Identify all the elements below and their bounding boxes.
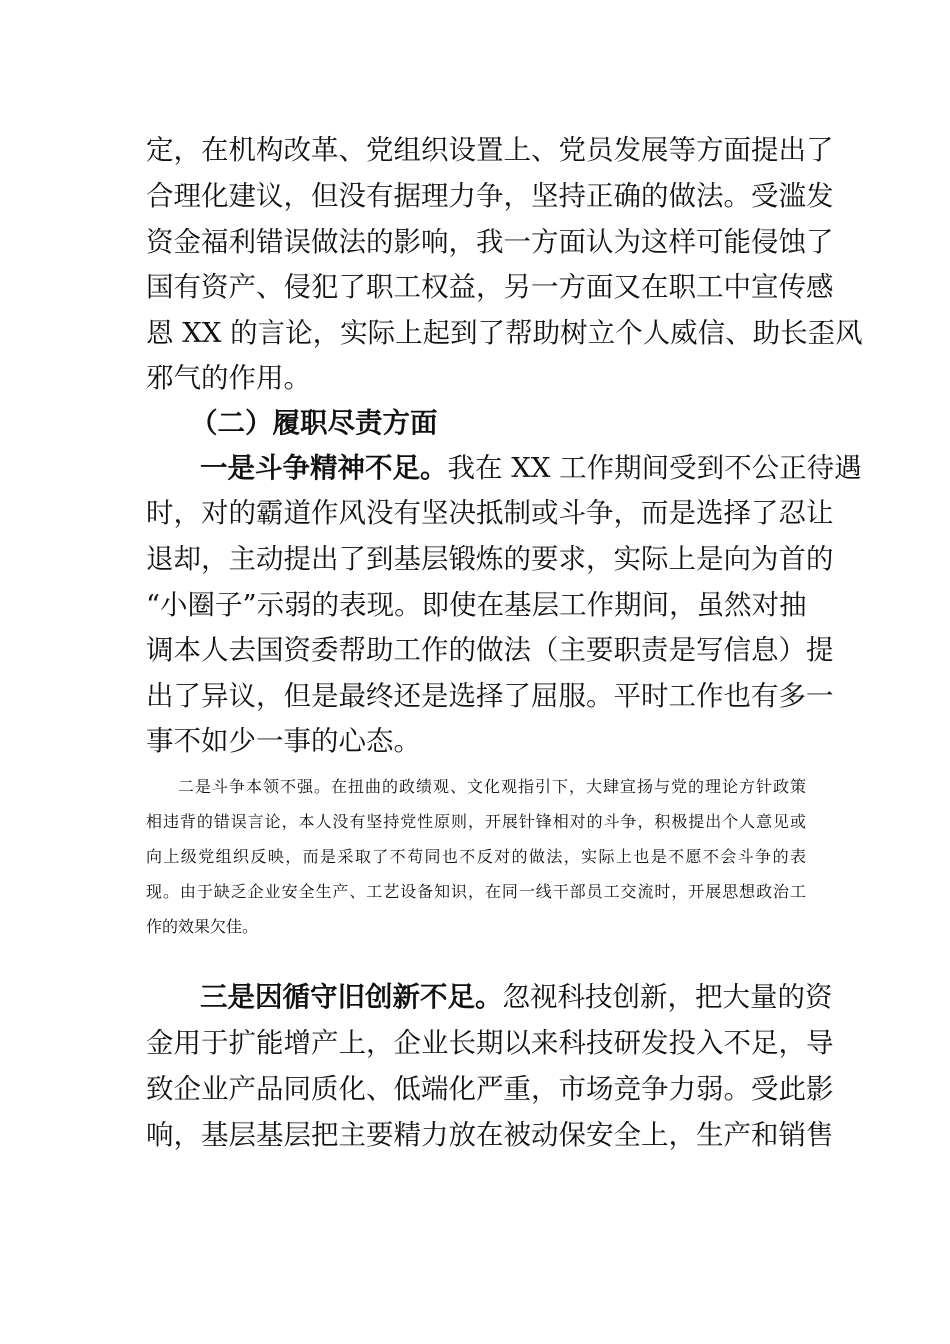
paragraph-line: 合理化建议，但没有据理力争，坚持正确的做法。受滥发 — [146, 180, 834, 212]
paragraph-line: 退却，主动提出了到基层锻炼的要求，实际上是向为首的 — [146, 543, 834, 575]
paragraph-line: 金用于扩能增产上，企业长期以来科技研发投入不足，导 — [146, 1027, 834, 1059]
small-paragraph-line: 二是斗争本领不强。在扭曲的政绩观、文化观指引下，大肆宣扬与党的理论方针政策 — [178, 777, 806, 796]
paragraph-line: 恩 XX 的言论，实际上起到了帮助树立个人威信、助长歪风 — [146, 317, 863, 349]
point1-first-text: 我在 XX 工作期间受到不公正待遇 — [447, 452, 862, 484]
paragraph-line: 响，基层基层把主要精力放在被动保安全上，生产和销售 — [146, 1119, 834, 1151]
small-paragraph-line: 现。由于缺乏企业安全生产、工艺设备知识，在同一线干部员工交流时，开展思想政治工 — [146, 882, 806, 901]
paragraph-line: 国有资产、侵犯了职工权益，另一方面又在职工中宣传感 — [146, 271, 834, 303]
paragraph-line: 调本人去国资委帮助工作的做法（主要职责是写信息）提 — [146, 634, 834, 666]
paragraph-line: 事不如少一事的心态。 — [146, 725, 421, 757]
point3-first-line — [200, 974, 833, 1020]
paragraph-line: 出了异议，但是最终还是选择了屈服。平时工作也有多一 — [146, 680, 834, 712]
point1-title: 一是斗争精神不足。 — [200, 452, 448, 484]
small-paragraph-line: 作的效果欠佳。 — [146, 917, 259, 936]
paragraph-line: 资金福利错误做法的影响，我一方面认为这样可能侵蚀了 — [146, 226, 834, 258]
paragraph-line: 定，在机构改革、党组织设置上、党员发展等方面提出了 — [146, 134, 834, 166]
section-heading: （二）履职尽责方面 — [190, 407, 438, 439]
point1-first-line — [200, 445, 862, 491]
point3-title: 三是因循守旧创新不足。 — [200, 981, 503, 1013]
paragraph-line: 邪气的作用。 — [146, 362, 311, 394]
paragraph-line: 致企业产品同质化、低端化严重，市场竞争力弱。受此影 — [146, 1073, 834, 1105]
point3-first-text: 忽视科技创新，把大量的资 — [502, 981, 833, 1013]
paragraph-line: 时，对的霸道作风没有坚决抵制或斗争，而是选择了忍让 — [146, 497, 834, 529]
paragraph-line: “小圈子”示弱的表现。即使在基层工作期间，虽然对抽 — [146, 589, 807, 621]
small-paragraph-line: 相违背的错误言论，本人没有坚持党性原则，开展针锋相对的斗争，积极提出个人意见或 — [146, 812, 806, 831]
small-paragraph-line: 向上级党组织反映，而是采取了不苟同也不反对的做法，实际上也是不愿不会斗争的表 — [146, 847, 806, 866]
